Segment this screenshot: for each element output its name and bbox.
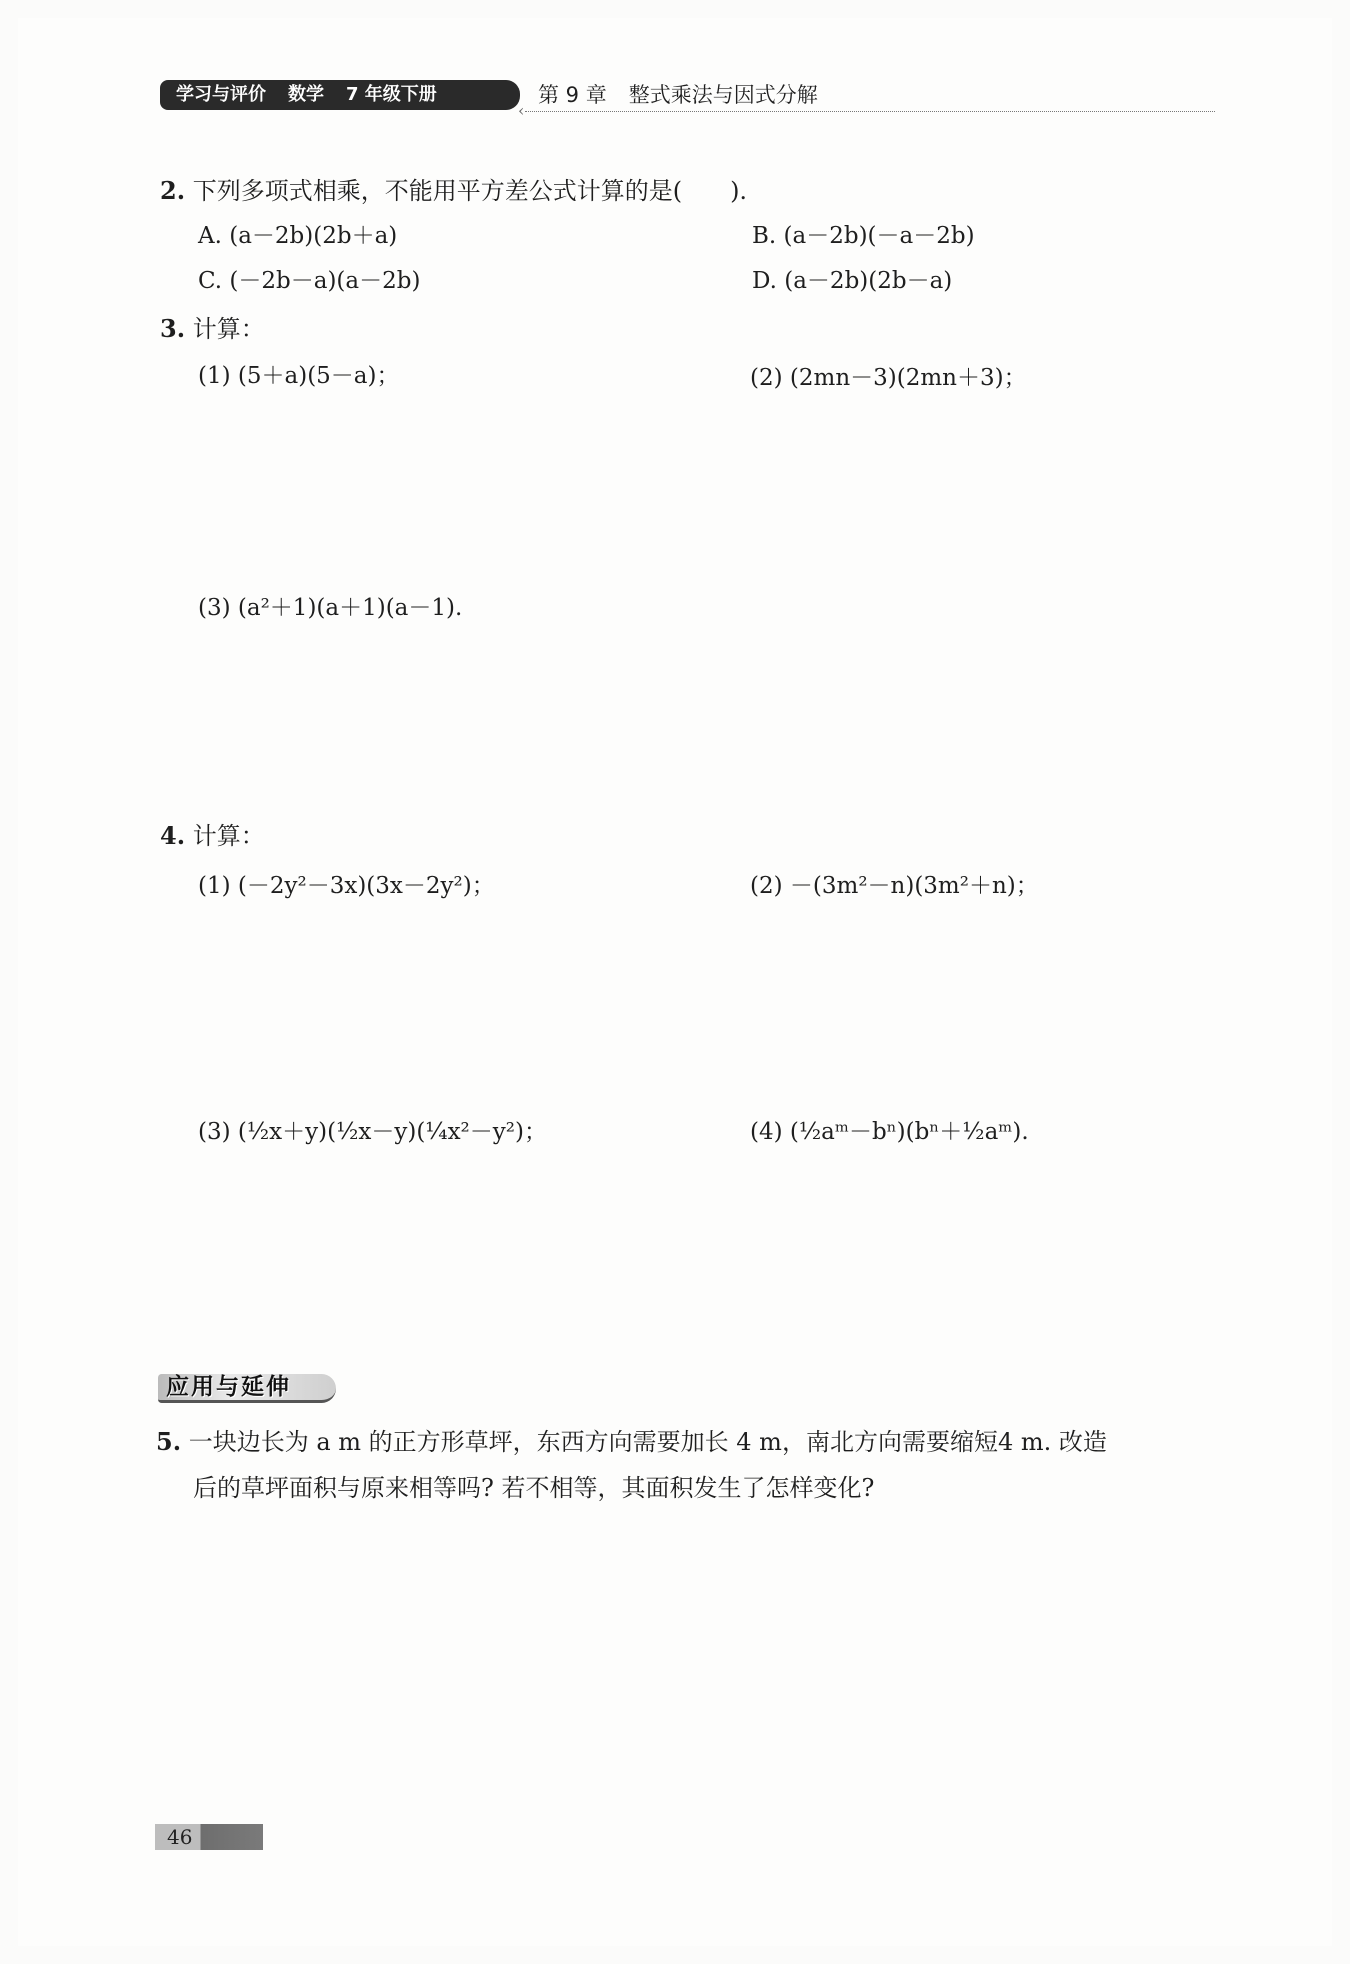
question-text: 计算：	[192, 822, 265, 850]
option-d	[752, 265, 952, 297]
q3-part-3	[198, 592, 462, 624]
option-expr: (a－2b)(2b－a)	[784, 268, 953, 294]
part-expr: (a²＋1)(a＋1)(a－1).	[237, 595, 463, 621]
part-expr: －(3m²－n)(3m²＋n)；	[789, 873, 1039, 899]
question-text: 计算：	[192, 315, 265, 343]
part-expr: (5＋a)(5－a)；	[237, 363, 400, 389]
question-number: 3.	[160, 314, 186, 343]
option-label: C.	[198, 268, 223, 294]
header-arrow-icon: ‹	[518, 101, 525, 120]
question-5-line-2	[193, 1472, 874, 1504]
question-5	[156, 1426, 1107, 1458]
q4-part-4	[750, 1116, 1029, 1148]
option-expr: (a－2b)(2b＋a)	[229, 223, 398, 249]
book-series: 学习与评价	[176, 84, 266, 105]
question-number: 5.	[156, 1427, 182, 1456]
part-expr: (½aᵐ－bⁿ)(bⁿ＋½aᵐ).	[789, 1119, 1029, 1145]
book-subject: 数学	[288, 84, 324, 105]
question-3	[160, 313, 265, 345]
option-label: A.	[198, 223, 222, 249]
chapter-title	[538, 80, 840, 110]
option-label: D.	[752, 268, 777, 294]
book-title-pill	[160, 80, 520, 110]
part-expr: (－2y²－3x)(3x－2y²)；	[237, 873, 495, 899]
option-b	[752, 220, 975, 252]
option-label: B.	[752, 223, 777, 249]
part-label: (4)	[750, 1119, 783, 1145]
part-label: (1)	[198, 873, 231, 899]
q4-part-2	[750, 870, 1039, 902]
q4-part-1	[198, 870, 495, 902]
part-expr: (½x＋y)(½x－y)(¼x²－y²)；	[237, 1119, 547, 1145]
part-expr: (2mn－3)(2mn＋3)；	[789, 365, 1027, 391]
part-label: (2)	[750, 365, 783, 391]
option-a	[198, 220, 397, 252]
section-banner	[158, 1368, 338, 1402]
page-number: 46	[167, 1825, 193, 1849]
part-label: (2)	[750, 873, 783, 899]
part-label: (1)	[198, 363, 231, 389]
section-title: 应用与延伸	[166, 1374, 291, 1400]
part-label: (3)	[198, 1119, 231, 1145]
question-text-line-2: 后的草坪面积与原来相等吗? 若不相等，其面积发生了怎样变化?	[193, 1474, 875, 1502]
question-4	[160, 820, 265, 852]
book-grade: 7 年级下册	[346, 84, 437, 105]
q3-part-2	[750, 362, 1027, 394]
option-expr: (a－2b)(－a－2b)	[783, 223, 975, 249]
question-number: 4.	[160, 821, 186, 850]
question-number: 2.	[160, 176, 186, 205]
header-dotted-rule	[525, 111, 1215, 112]
option-expr: (－2b－a)(a－2b)	[229, 268, 421, 294]
chapter-number: 第 9 章	[538, 83, 607, 107]
option-c	[198, 265, 420, 297]
q4-part-3	[198, 1116, 547, 1148]
page-number-tab	[155, 1824, 263, 1850]
chapter-name: 整式乘法与因式分解	[628, 83, 818, 107]
question-2	[160, 175, 747, 207]
part-label: (3)	[198, 595, 231, 621]
question-text: 下列多项式相乘，不能用平方差公式计算的是( ).	[192, 177, 748, 205]
question-text-line-1: 一块边长为 a m 的正方形草坪，东西方向需要加长 4 m，南北方向需要缩短4 m. 改造	[188, 1428, 1107, 1456]
q3-part-1	[198, 360, 400, 392]
page-sheet	[18, 18, 1332, 1946]
